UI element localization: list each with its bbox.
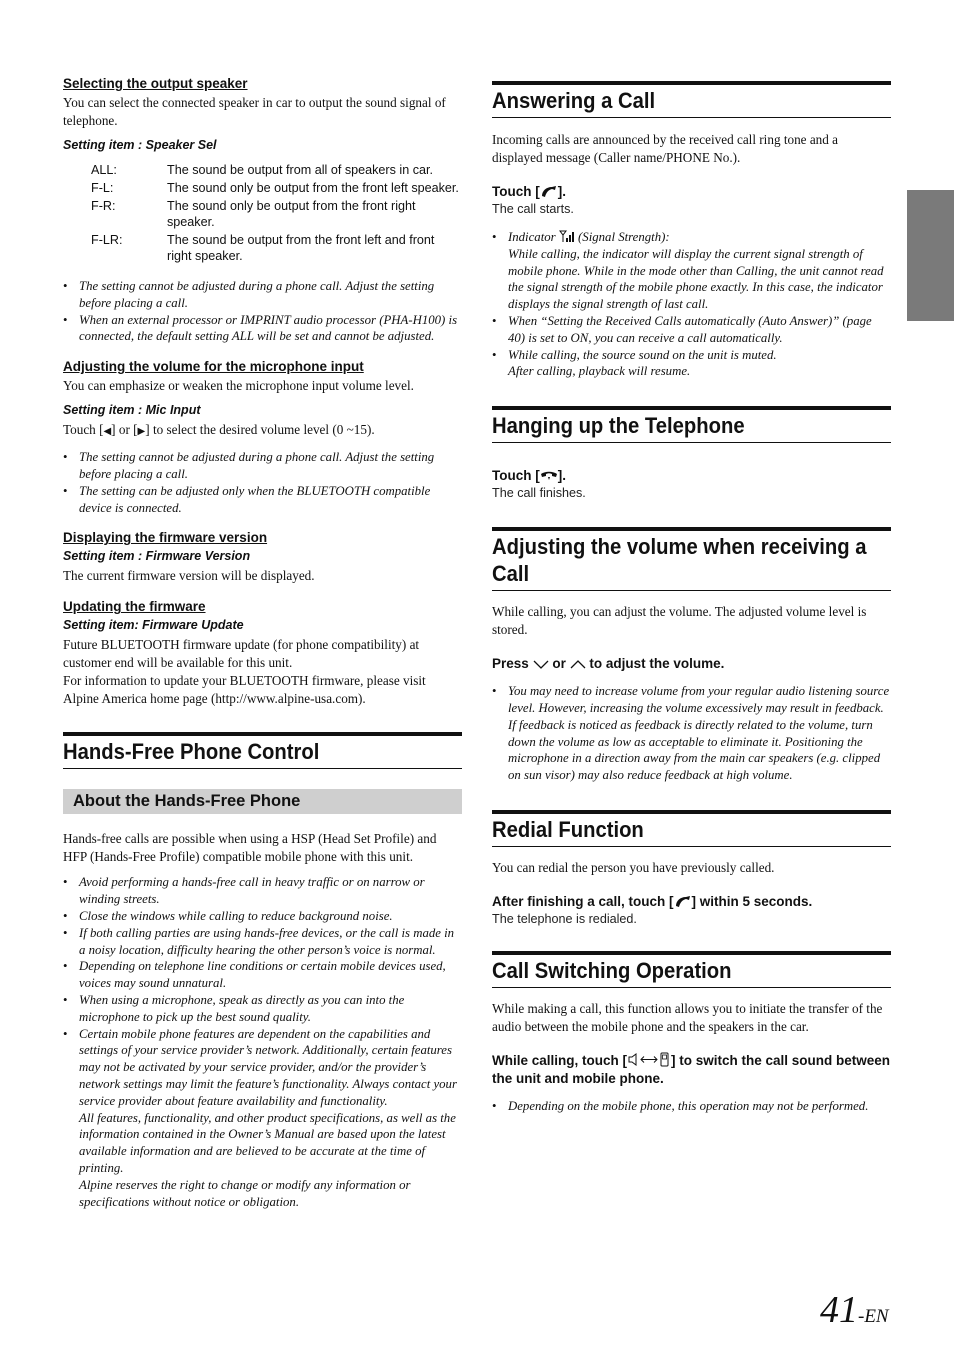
answering-intro: Incoming calls are announced by the received call ring tone and a displayed message (Caller name/PHONE No.).: [492, 132, 839, 165]
redial-result: The telephone is redialed.: [492, 911, 637, 926]
redial-title-bar: [492, 810, 891, 847]
note-item: • Close the windows while calling to reduce background noise.: [63, 908, 462, 925]
mic-touch-text-a: Touch [: [63, 422, 104, 438]
call-switch-icon: [627, 1052, 671, 1067]
firmware-update-text-2: For information to update your BLUETOOTH firmware, please visit Alpine America home page (http://www.alpine-usa.com).: [63, 673, 426, 707]
speaker-options-table: [91, 162, 462, 264]
call-switching-intro: While making a call, this function allows you to initiate the transfer of the audio between the mobile phone and the speakers in the car.: [492, 1000, 883, 1034]
hanging-up-action-b: ].: [557, 468, 566, 484]
page-number-value: 41: [820, 1289, 858, 1331]
hands-free-intro: Hands-free calls are possible when using a HSP (Head Set Profile) and HFP (Hands-Free Profile) compatible mobile phone with this unit.: [63, 831, 437, 865]
firmware-version-text: The current firmware version will be displayed.: [63, 568, 315, 584]
redial-section: [492, 810, 891, 927]
speaker-option-row: [91, 162, 462, 178]
hands-free-title-bar: [63, 732, 462, 769]
indicator-detail: While calling, the indicator will display the current signal strength of mobile phone. While in the mode other than Calling, the unit cannot read the signal strength of the mobile phone exactly. In this case, the indicator displays the signal strength of last call.: [508, 246, 884, 312]
volume-title-bar: [492, 527, 891, 591]
left-column: [63, 70, 462, 1210]
right-column: [492, 81, 891, 1115]
mic-volume-intro: You can emphasize or weaken the microphone input volume level.: [63, 378, 414, 394]
answering-result: The call starts.: [492, 202, 574, 216]
note-item: • When using a microphone, speak as directly as you can into the microphone to pick up the best sound quality.: [63, 992, 462, 1026]
mic-volume-notes: [63, 449, 462, 516]
volume-adjust-text: to adjust the volume.: [589, 656, 725, 672]
call-switching-title: Call Switching Operation: [492, 957, 732, 983]
note-item: • The setting can be adjusted only when the BLUETOOTH compatible device is connected.: [63, 483, 462, 517]
note-item: • When “Setting the Received Calls automatically (Auto Answer)” (page 40) is set to ON, you can receive a call automatically.: [492, 313, 891, 347]
redial-action-b: ] within 5 seconds.: [691, 893, 813, 909]
firmware-update-text-1: Future BLUETOOTH firmware update (for phone compatibility) at customer end will be available for this unit.: [63, 637, 420, 671]
firmware-update-setting-item: Setting item: Firmware Update: [63, 618, 244, 633]
answering-title: Answering a Call: [492, 88, 656, 113]
chapter-side-tab: [907, 190, 954, 321]
page-number-suffix: -EN: [858, 1306, 889, 1327]
page-number: [820, 1288, 889, 1332]
output-speaker-section: [63, 76, 462, 345]
indicator-text-a: Indicator: [508, 230, 556, 244]
triangle-right-icon: ▶: [137, 426, 146, 438]
volume-title: Adjusting the volume when receiving a Call: [492, 534, 867, 587]
note-paragraph: Alpine reserves the right to change or modify any information or specifications without notice or obligation.: [79, 1177, 411, 1209]
call-switching-action: [492, 1052, 891, 1088]
output-speaker-intro: You can select the connected speaker in car to output the sound signal of telephone.: [63, 95, 446, 128]
speaker-option-desc: The sound be output from all of speakers in car.: [167, 163, 434, 177]
answering-action-a: Touch [: [492, 184, 540, 199]
hanging-up-action: [492, 467, 891, 485]
phone-hangup-icon: [540, 469, 558, 482]
hanging-up-title: Hanging up the Telephone: [492, 413, 745, 439]
phone-answer-icon: [674, 895, 692, 908]
note-item: • Avoid performing a hands-free call in heavy traffic or on narrow or winding streets.: [63, 874, 462, 908]
note-item: • The setting cannot be adjusted during a phone call. Adjust the setting before placing a call.: [63, 449, 462, 483]
volume-action: [492, 655, 891, 673]
answering-notes: [492, 229, 891, 380]
answering-section: [492, 81, 891, 380]
firmware-version-heading: Displaying the firmware version: [63, 530, 268, 546]
note-item: [492, 229, 891, 313]
hands-free-title: Hands-Free Phone Control: [63, 739, 320, 765]
volume-notes: [492, 683, 891, 784]
output-speaker-notes: [63, 278, 462, 345]
call-switching-action-a: While calling, touch [: [492, 1052, 627, 1068]
hands-free-notes: [63, 874, 462, 1210]
volume-press-text: Press: [492, 656, 529, 672]
note-item: • Depending on the mobile phone, this operation may not be performed.: [492, 1098, 891, 1115]
speaker-option-row: [91, 198, 462, 230]
mic-volume-heading: Adjusting the volume for the microphone input: [63, 359, 364, 375]
chevron-down-icon: [533, 659, 549, 670]
firmware-version-section: [63, 530, 462, 585]
mic-input-setting-item: Setting item : Mic Input: [63, 403, 201, 418]
note-item: [492, 347, 891, 381]
mic-touch-text-c: ] to select the desired volume level (0 ~15).: [145, 422, 375, 438]
note-item: • If both calling parties are using hands-free devices, or the call is made in a noisy location, difficulty hearing the other person’s voice is normal.: [63, 925, 462, 959]
mic-volume-instruction: [63, 421, 462, 441]
call-switching-section: [492, 951, 891, 1115]
call-switching-notes: [492, 1098, 891, 1115]
call-switching-action-b: ] to switch the call sound between the unit and mobile phone.: [492, 1052, 891, 1086]
speaker-option-row: [91, 180, 462, 196]
speaker-option-key: F-LR:: [91, 233, 123, 247]
speaker-option-desc: The sound only be output from the front left speaker.: [167, 181, 459, 195]
muted-note-2: After calling, playback will resume.: [508, 364, 691, 379]
note-item: • When an external processor or IMPRINT audio processor (PHA-H100) is connected, the default setting ALL will be set and cannot be adjusted.: [63, 312, 462, 346]
volume-or-text: or: [552, 656, 566, 672]
phone-answer-icon: [540, 185, 558, 198]
redial-title: Redial Function: [492, 816, 644, 842]
speaker-option-desc: The sound only be output from the front right speaker.: [167, 199, 416, 229]
speaker-option-key: ALL:: [91, 163, 117, 177]
answering-action: [492, 183, 891, 201]
hanging-up-title-bar: [492, 406, 891, 443]
note-item: [63, 1026, 462, 1211]
redial-intro: You can redial the person you have previously called.: [492, 859, 775, 875]
speaker-option-key: F-L:: [91, 181, 114, 195]
muted-note: • While calling, the source sound on the unit is muted.: [508, 347, 777, 362]
volume-intro: While calling, you can adjust the volume. The adjusted volume level is stored.: [492, 604, 867, 638]
mic-touch-text-b: ] or [: [111, 422, 138, 438]
firmware-update-section: [63, 599, 462, 708]
hanging-up-result: The call finishes.: [492, 486, 586, 501]
speaker-sel-setting-item: Setting item : Speaker Sel: [63, 138, 217, 152]
note-item: • The setting cannot be adjusted during a phone call. Adjust the setting before placing a call.: [63, 278, 462, 312]
redial-action-a: After finishing a call, touch [: [492, 893, 674, 909]
call-switching-title-bar: [492, 951, 891, 988]
about-hands-free-bar: About the Hands-Free Phone: [63, 789, 462, 814]
note-item: • You may need to increase volume from your regular audio listening source level. However, increasing the volume excessively may result in feedback. If feedback is noticed as feedback is directly related to the volume, turn down the volume as low as acceptable to eliminate it. Positioning the microphone in a direction away from the main car speakers (e.g. clipped on sun visor) may also reduce feedback at high volume.: [492, 683, 891, 784]
note-paragraph: • Certain mobile phone features are dependent on the capabilities and settings of your service provider’s network. Additionally, certain features may not be activated by your service provider, and/or the provider’s network settings may limit the feature’s functionality. Always contact your service provider about feature availability and functionality.: [79, 1026, 457, 1108]
hanging-up-action-a: Touch [: [492, 468, 540, 484]
redial-action: [492, 893, 891, 911]
output-speaker-heading: Selecting the output speaker: [63, 76, 248, 91]
answering-title-bar: [492, 81, 891, 118]
indicator-text-b: (Signal Strength):: [578, 230, 670, 244]
speaker-option-row: [91, 232, 462, 264]
hanging-up-section: [492, 406, 891, 501]
answering-action-b: ].: [557, 184, 566, 199]
speaker-option-key: F-R:: [91, 199, 116, 213]
triangle-left-icon: ◀: [103, 426, 112, 438]
firmware-version-setting-item: Setting item : Firmware Version: [63, 549, 251, 564]
note-item: • Depending on telephone line conditions or certain mobile devices used, voices may sound unnatural.: [63, 958, 462, 992]
volume-section: [492, 527, 891, 784]
hands-free-section: [63, 732, 462, 1210]
speaker-option-desc: The sound be output from the front left and front right speaker.: [167, 233, 435, 263]
signal-strength-icon: [559, 230, 575, 243]
chevron-up-icon: [570, 659, 586, 670]
firmware-update-heading: Updating the firmware: [63, 599, 206, 615]
mic-volume-section: [63, 359, 462, 516]
note-paragraph: All features, functionality, and other product specifications, as well as the information contained in the Owner’s Manual are based upon the latest available information and are believed to be accurate at the time of printing.: [79, 1110, 456, 1175]
